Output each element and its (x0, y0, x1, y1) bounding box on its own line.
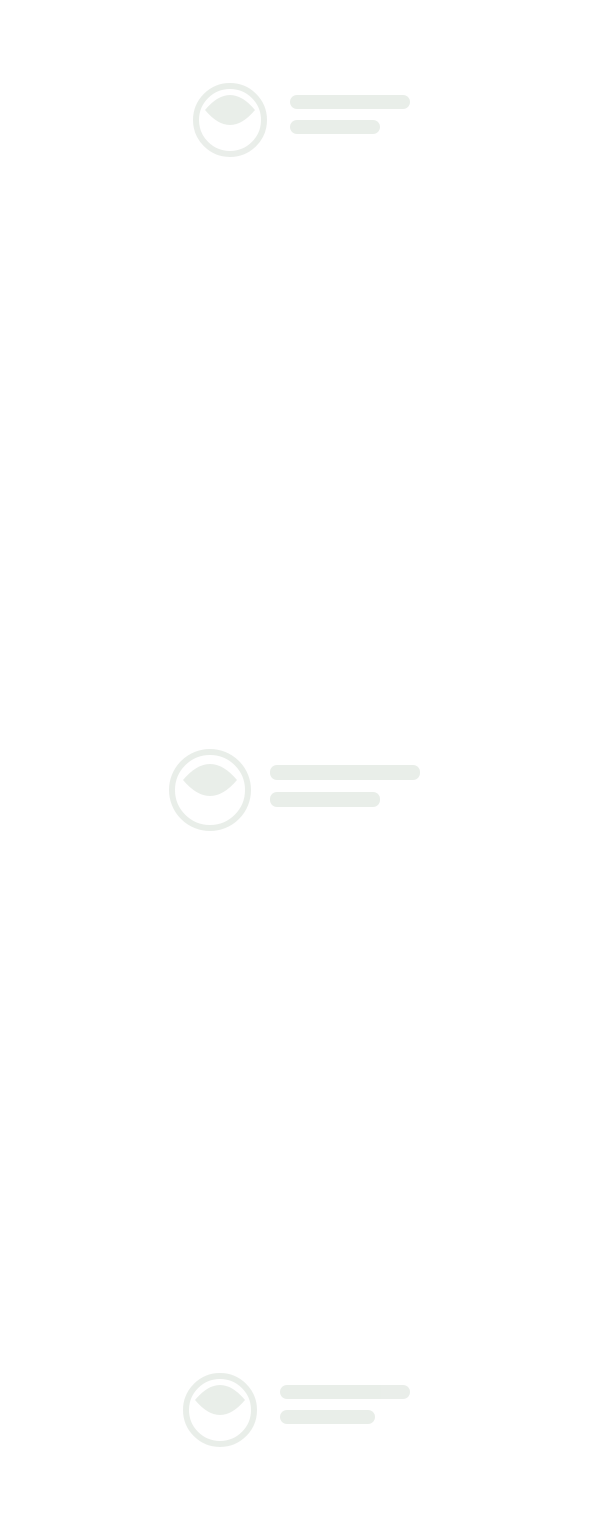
paragraph (8, 6, 592, 33)
paragraph (8, 470, 592, 497)
paragraph (8, 441, 592, 468)
paragraph (8, 35, 592, 62)
paragraph (8, 325, 592, 352)
paragraph (8, 93, 592, 120)
watermark-mark-bottom (186, 1376, 410, 1444)
paragraph (8, 499, 592, 526)
paragraph (8, 296, 592, 323)
paragraph (8, 64, 592, 91)
paragraph (8, 151, 592, 178)
paragraph (8, 383, 592, 410)
paragraph (8, 209, 592, 236)
paragraph (8, 180, 592, 207)
paragraph (8, 267, 592, 294)
article-body (8, 6, 592, 555)
watermark-mark-middle (172, 752, 420, 828)
paragraph (8, 528, 592, 555)
paragraph (8, 122, 592, 149)
paragraph (8, 238, 592, 265)
paragraph (8, 354, 592, 381)
paragraph (8, 412, 592, 439)
